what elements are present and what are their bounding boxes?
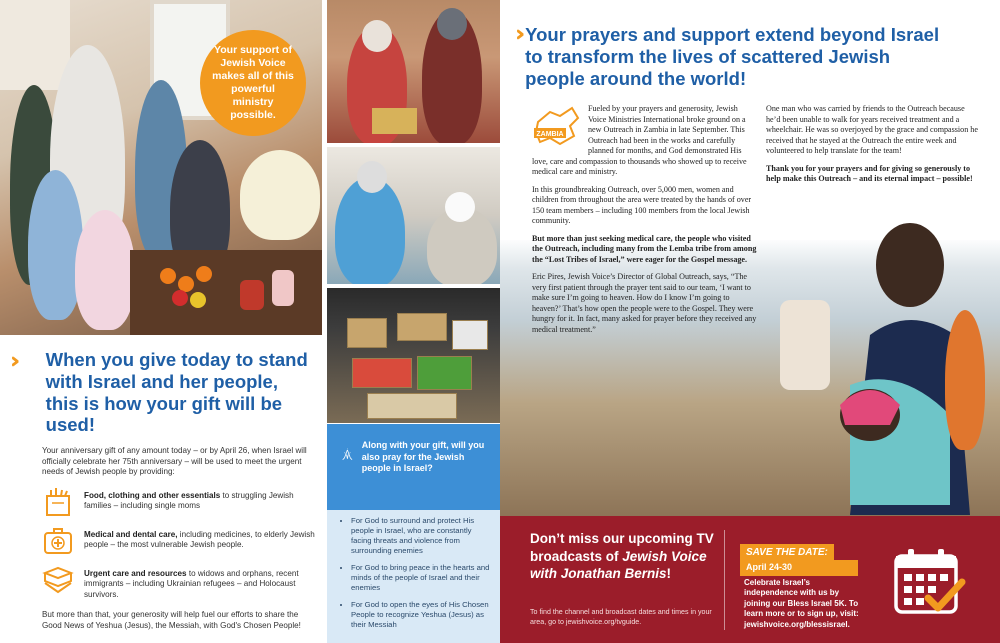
calendar-check-icon [892,546,966,620]
prayer-item: • For God to bring peace in the hearts and minds of the people of Israel and their enemies [351,563,492,593]
double-chevron-icon: ›› [515,22,518,47]
support-badge-text: Your support of Jewish Voice makes all of this powerful ministry possible. [212,43,294,122]
zambia-label: ZAMBIA [536,131,564,138]
tv-show-name: Jewish Voice with Jonathan Bernis [530,548,707,582]
supplies-trunk-photo [327,288,500,423]
tv-title-prefix: Don’t miss our upcoming TV broadcasts of [530,531,714,564]
bless-israel-text: Celebrate Israel’s independence with us by joining our Bless Israel 5K. To learn more or to sign up, visit: jewishvoice.org/blessisrael. [744,578,859,629]
tv-title-suffix: ! [666,566,672,582]
use-care-bold: Urgent care and resources [84,568,187,578]
zambia-map-icon [532,104,582,150]
use-food-text: to struggling Jewish families – including single moms [84,490,294,511]
outreach-title: Your prayers and support extend beyond Israel to transform the lives of scattered Jewish people around the world! [525,24,940,90]
outreach-paragraph: In this groundbreaking Outreach, over 5,000 men, women and children from throughout the area were treated by the hands of over 150 team members – including 100 members from the local Jewish community. [532,184,752,226]
double-chevron-icon: ›› [10,349,13,374]
outreach-paragraph: Eric Pires, Jewish Voice’s Director of Global Outreach, says, “The very first patient through the prayer tent said to our team, ‘I want to make sure I’m going to heaven. How do I know I’m going to heaven?’ That’s how open the people were to the Gospel. They were hungry for it. In fact, many asked for prayer before they received any medical treatment.” [532,272,757,334]
women-masks-photo [327,0,500,143]
save-the-date-dates: April 24-30 [740,560,858,576]
outreach-column-2 [766,104,981,192]
outreach-column-1 [532,104,757,342]
gift-use-section [0,335,322,643]
use-medical-bold: Medical and dental care, [84,529,178,539]
outreach-thanks: Thank you for your prayers and for giving so generously to help make this Outreach – and its eternal impact – possible! [766,163,973,184]
use-medical-text: including medicines, to elderly Jewish people – the most vulnerable Jewish people. [84,529,315,550]
banner-divider [724,530,725,630]
use-care-text: to widows and orphans, recent immigrants – including Ukrainian refugees – and Holocaust survivors. [84,568,299,599]
prayer-list [327,510,500,643]
gift-use-title: When you give today to stand with Israel and her people, this is how your gift will be used! [45,349,308,436]
gift-use-intro: Your anniversary gift of any amount today – or by April 26, when Israel will officially celebrate her 75th anniversary – will be used to meet the urgent needs of Jewish people by providing: [42,446,307,477]
use-item-medical [42,526,317,556]
outreach-paragraph: Fueled by your prayers and generosity, Jewish Voice Ministries International broke ground on a new Outreach in Zambia in late September. This Outreach had been in the works and carefully planned for months, and God demonstrated His love, care and compassion to thousands who showed up to receive medical care and ministry. [532,104,747,177]
save-the-date-label: SAVE THE DATE: [740,544,834,562]
prayer-callout [327,424,500,510]
tv-guide-text: To find the channel and broadcast dates and times in your area, go to jewishvoice.org/tvguide. [530,608,712,626]
gift-use-outro: But more than that, your generosity will help fuel our efforts to share the Good News of Yeshua (Jesus), the Messiah, with God's Chosen People! [42,610,301,630]
prayer-heading: Along with your gift, will you also pray for the Jewish people in Israel? [361,440,485,474]
tv-title [530,530,720,583]
food-bag-icon [42,487,74,517]
prayer-item: • For God to surround and protect His people in Israel, who are constantly facing threats and violence from surrounding enemies [351,516,492,556]
praying-hands-icon [341,440,354,470]
use-item-food [42,487,317,517]
outreach-paragraph: But more than just seeking medical care, the people who visited the Outreach, including many from the Lemba tribe from among the “Lost Tribes of Israel,” were eager for the Gospel message. [532,233,757,264]
prayer-item: • For God to open the eyes of His Chosen People to recognize Yeshua (Jesus) as their Messiah [351,600,492,630]
outreach-header [515,24,945,91]
medical-kit-icon [42,526,74,556]
use-food-bold: Food, clothing and other essentials [84,490,221,500]
support-badge [200,30,306,136]
care-package-icon [42,565,74,595]
use-item-care [42,565,317,601]
clinic-photo [327,147,500,284]
tv-banner [500,516,1000,643]
outreach-paragraph: One man who was carried by friends to the Outreach because he’d been unable to walk for years received treatment and a wheelchair. He was so overjoyed by the grace and compassion he received that he stayed at the Outreach the entire week and volunteered to help translate for the team! [766,104,978,156]
